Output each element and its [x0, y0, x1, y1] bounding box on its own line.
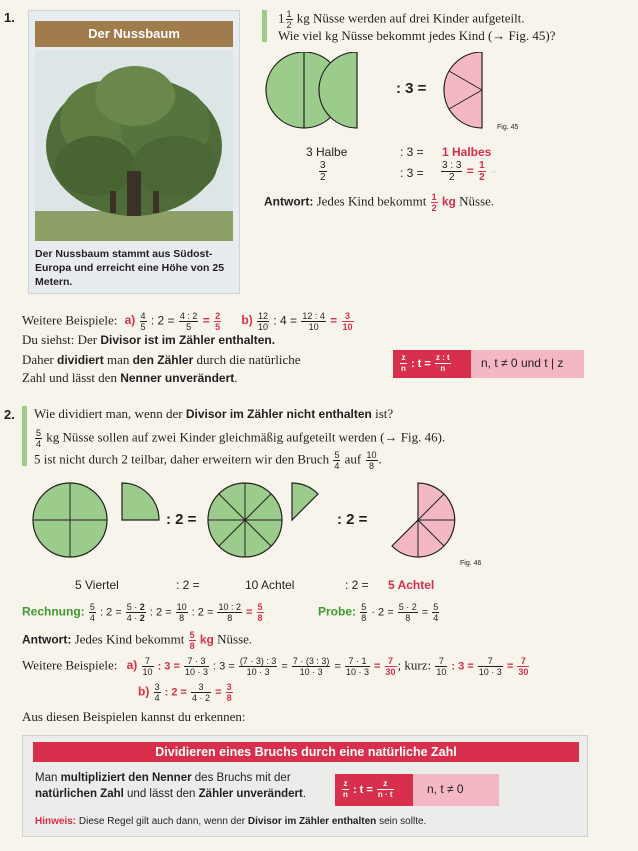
walnut-tree-photo [35, 51, 233, 241]
exercise-number-1: 1. [4, 10, 15, 25]
rule-box-text: Man multipliziert den Nenner des Bruchs mit der natürlichen Zahl und lässt den Zähler unverändert. [35, 772, 307, 800]
ex2-label-a: 5 Viertel [75, 578, 119, 592]
ex2-label-b: 10 Achtel [245, 578, 295, 592]
eighths-piece [292, 483, 318, 520]
ex1-rule-line1: Daher dividiert man den Zähler durch die natürliche [22, 352, 301, 367]
ex1-task-line1: 1 $\frac{1}{2}$ kg Nüsse werden auf drei Kinder aufgeteilt. [278, 9, 525, 30]
info-box-nussbaum [28, 10, 240, 294]
ex2-more-examples-a: Weitere Beispiele: a) $\frac{7}{10}$ : 3 = $\frac{7 \cdot 3}{10 \cdot 3}$ : 3 = $\frac{(7 \cdot 3) : 3}{10 \cdot 3}$ = $\frac{7 \cdot (3 : 3)}{10 \cdot 3}$ = $\frac{7 \cdot 1}{10 \cdot 3}$ = $\frac{7}{30}$ ; kurz: $\frac{7}{10}$ : 3 = $\frac{7}{10 \cdot 3}$ = $\frac{7}{30}$ [22, 656, 529, 677]
ex1-row1-a: 3 Halbe [306, 145, 348, 159]
ex2-probe: Probe: $\frac{5}{8}$ · 2 = $\frac{5 \cdot 2}{8}$ = $\frac{5}{4}$ [318, 602, 439, 623]
rule-box-hint: Hinweis: Diese Regel gilt auch dann, wenn der Divisor im Zähler enthalten sein sollte. [35, 816, 427, 827]
ex1-rule-line2: Zahl und lässt den Nenner unverändert. [22, 370, 238, 385]
formula-2-condition: n, t ≠ 0 [427, 782, 464, 796]
ex1-more-examples: Weitere Beispiele: a) $\frac{4}{5}$ : 2 = $\frac{4 : 2}{5}$ = $\frac{2}{5}$ b) $\frac{12}{10}$ : 4 = $\frac{12 : 4}{10}$ = $\frac{3}{10}$ [22, 311, 353, 332]
formula-box-1 [393, 350, 584, 378]
ex2-label-result: 5 Achtel [388, 578, 435, 592]
ex1-see-line: Du siehst: Der Divisor ist im Zähler enthalten. [22, 332, 276, 347]
fig46-label: Fig. 46 [460, 560, 482, 567]
result-half-circle [444, 52, 482, 128]
ex2-answer: Antwort: Jedes Kind bekommt $\frac{5}{8}$ kg Nüsse. [22, 630, 253, 651]
ex1-row2-frac: $\frac{3}{2}$ [320, 160, 326, 183]
fig46-operator-2: : 2 = [337, 511, 368, 528]
rule-box-title: Dividieren eines Bruchs durch eine natürliche Zahl [33, 742, 579, 762]
ex1-task-line2: Wie viel kg Nüsse bekommt jedes Kind (→ Fig. 45)? [278, 28, 556, 43]
info-box-title: Der Nussbaum [35, 21, 233, 47]
circle-eighths [208, 483, 282, 557]
green-marker-bar-2 [22, 406, 27, 466]
ex2-label-op2: : 2 = [345, 578, 369, 592]
ex2-line3: 5 ist nicht durch 2 teilbar, daher erweitern wir den Bruch $\frac{5}{4}$ auf $\frac{10}{8}$ . [34, 450, 382, 471]
ex1-row1-result: 1 Halbes [442, 145, 492, 159]
figure-46 [30, 482, 490, 562]
green-marker-bar [262, 10, 267, 42]
formula-box-2: $\frac{z}{n}$ : t = $\frac{z}{n \cdot t}$ n, t ≠ 0 [335, 774, 499, 806]
fraction-one-half: $\frac{1}{2}$ [286, 9, 292, 30]
rule-box [22, 735, 588, 837]
ex2-line2: $\frac{5}{4}$ kg Nüsse sollen auf zwei Kinder gleichmäßig aufgeteilt werden (→ Fig. 46). [36, 428, 446, 449]
exercise-number-2: 2. [4, 407, 15, 422]
ex2-question: Wie dividiert man, wenn der Divisor im Zähler nicht enthalten ist? [34, 406, 394, 421]
quarter-piece [122, 483, 159, 520]
ex2-label-op1: : 2 = [176, 578, 200, 592]
tree-illustration [35, 51, 233, 241]
circle-quarters [33, 483, 107, 557]
ex1-answer: Antwort: Jedes Kind bekommt $\frac{1}{2}$ kg Nüsse. [264, 192, 495, 213]
ex1-row2-calc: $\frac{3 : 3}{2}$ = $\frac{1}{2}$ [442, 160, 485, 183]
ex2-calculation: Rechnung: $\frac{5}{4}$ : 2 = $\frac{5 \cdot 2}{4 \cdot 2}$ : 2 = $\frac{10}{8}$ : 2 = $\frac{10 : 2}{8}$ = $\frac{5}{8}$ [22, 602, 263, 623]
info-box-caption: Der Nussbaum stammt aus Südost-Europa und erreicht eine Höhe von 25 Metern. [35, 248, 225, 288]
fig46-operator-1: : 2 = [166, 511, 197, 528]
ex1-row1-op: : 3 = [400, 145, 424, 159]
ex1-row2-op: : 3 = [400, 166, 424, 180]
ex2-conclusion: Aus diesen Beispielen kannst du erkennen: [22, 709, 246, 724]
fig45-operator: : 3 = [396, 80, 427, 97]
formula-condition: n, t ≠ 0 und t | z [481, 356, 564, 370]
fig45-label: Fig. 45 [497, 124, 519, 131]
ex2-more-examples-b: b) $\frac{3}{4}$ : 2 = $\frac{3}{4 \cdot 2}$ = $\frac{3}{8}$ [138, 682, 232, 703]
result-five-eighths [392, 483, 455, 557]
formula-red-part: $\frac{z}{n}$ : t = $\frac{z : t}{n}$ [393, 350, 471, 378]
